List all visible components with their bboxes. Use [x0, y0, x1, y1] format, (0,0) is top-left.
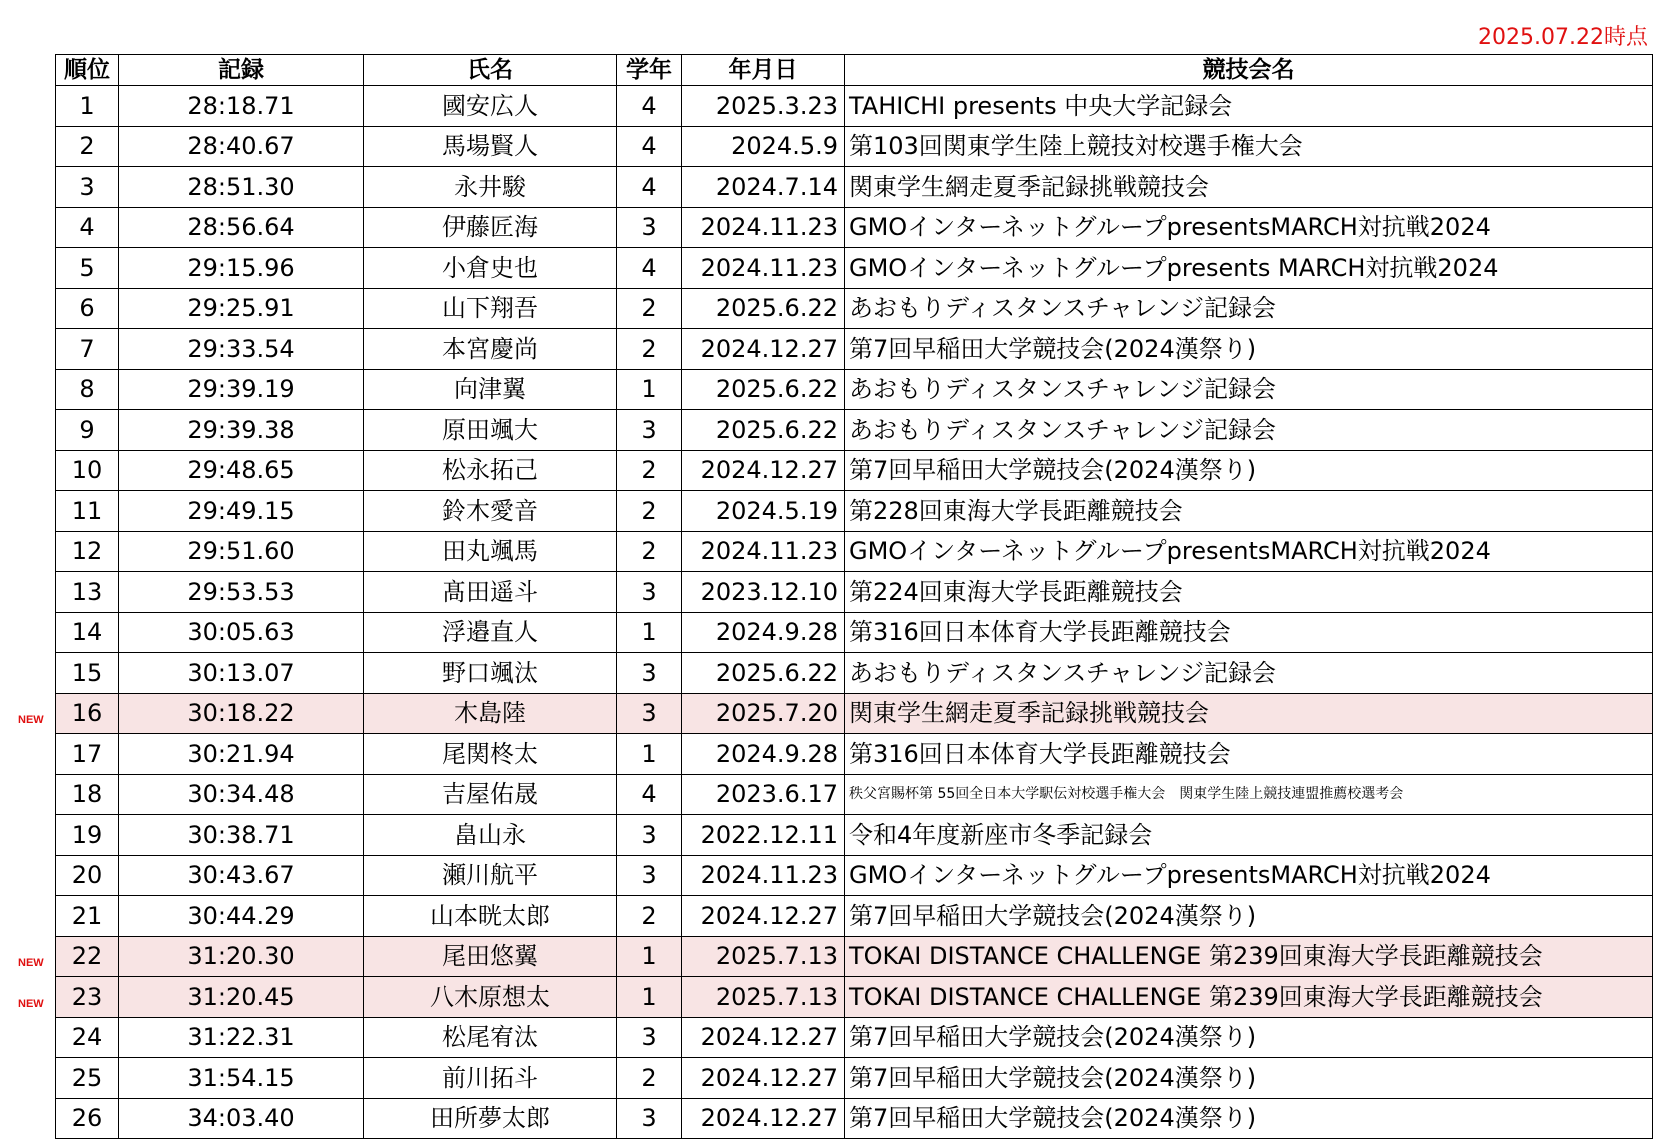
meet-cell: 第7回早稲田大学競技会(2024漢祭り) [845, 1098, 1653, 1139]
table-row [56, 1058, 1653, 1099]
meet-cell: GMOインターネットグループpresents MARCH対抗戦2024 [845, 248, 1653, 289]
table-row [56, 531, 1653, 572]
header-row [56, 55, 1653, 86]
time-cell: 29:39.19 [119, 369, 364, 410]
time-cell: 28:18.71 [119, 86, 364, 127]
time-cell: 29:15.96 [119, 248, 364, 289]
grade-cell: 2 [617, 491, 682, 532]
table-row [56, 855, 1653, 896]
meet-cell: 関東学生網走夏季記録挑戦競技会 [845, 167, 1653, 208]
date-cell: 2024.9.28 [682, 612, 845, 653]
time-cell: 29:33.54 [119, 329, 364, 370]
name-cell: 田所夢太郎 [364, 1098, 617, 1139]
table-row [56, 491, 1653, 532]
meet-cell: 関東学生網走夏季記録挑戦競技会 [845, 693, 1653, 734]
table-row [56, 126, 1653, 167]
table-row [56, 450, 1653, 491]
time-cell: 29:39.38 [119, 410, 364, 451]
name-cell: 尾関柊太 [364, 734, 617, 775]
rank-cell: 2 [56, 126, 119, 167]
name-cell: 山下翔吾 [364, 288, 617, 329]
name-cell: 畠山永 [364, 815, 617, 856]
time-cell: 30:43.67 [119, 855, 364, 896]
rank-cell: 26 [56, 1098, 119, 1139]
table-row [56, 653, 1653, 694]
new-badge: NEW [18, 997, 44, 1010]
ranking-table [55, 54, 1653, 1139]
table-row [56, 288, 1653, 329]
grade-cell: 1 [617, 977, 682, 1018]
meet-cell: GMOインターネットグループpresentsMARCH対抗戦2024 [845, 207, 1653, 248]
grade-cell: 3 [617, 693, 682, 734]
grade-cell: 3 [617, 1017, 682, 1058]
meet-cell: 第103回関東学生陸上競技対校選手権大会 [845, 126, 1653, 167]
meet-cell: 第224回東海大学長距離競技会 [845, 572, 1653, 613]
grade-cell: 4 [617, 248, 682, 289]
time-cell: 30:34.48 [119, 774, 364, 815]
rank-cell: 8 [56, 369, 119, 410]
name-cell: 伊藤匠海 [364, 207, 617, 248]
name-cell: 永井駿 [364, 167, 617, 208]
date-cell: 2025.6.22 [682, 410, 845, 451]
date-cell: 2025.7.13 [682, 977, 845, 1018]
table-row [56, 572, 1653, 613]
date-cell: 2024.11.23 [682, 855, 845, 896]
meet-cell: 第228回東海大学長距離競技会 [845, 491, 1653, 532]
time-cell: 29:25.91 [119, 288, 364, 329]
date-cell: 2023.12.10 [682, 572, 845, 613]
meet-cell: 第7回早稲田大学競技会(2024漢祭り) [845, 1017, 1653, 1058]
time-cell: 28:40.67 [119, 126, 364, 167]
grade-cell: 1 [617, 936, 682, 977]
time-cell: 30:44.29 [119, 896, 364, 937]
date-cell: 2024.12.27 [682, 1017, 845, 1058]
table-row [56, 734, 1653, 775]
time-cell: 30:05.63 [119, 612, 364, 653]
table-row [56, 774, 1653, 815]
rank-cell: 3 [56, 167, 119, 208]
name-cell: 木島陸 [364, 693, 617, 734]
time-cell: 30:38.71 [119, 815, 364, 856]
date-cell: 2024.11.23 [682, 207, 845, 248]
table-row [56, 693, 1653, 734]
grade-cell: 2 [617, 329, 682, 370]
grade-cell: 2 [617, 531, 682, 572]
rank-cell: 13 [56, 572, 119, 613]
date-cell: 2022.12.11 [682, 815, 845, 856]
time-cell: 30:21.94 [119, 734, 364, 775]
meet-cell: あおもりディスタンスチャレンジ記録会 [845, 369, 1653, 410]
grade-cell: 3 [617, 572, 682, 613]
name-cell: 本宮慶尚 [364, 329, 617, 370]
table-row [56, 1017, 1653, 1058]
time-cell: 29:49.15 [119, 491, 364, 532]
name-cell: 髙田遥斗 [364, 572, 617, 613]
table-row [56, 977, 1653, 1018]
table-row [56, 612, 1653, 653]
date-cell: 2024.5.9 [682, 126, 845, 167]
rank-cell: 15 [56, 653, 119, 694]
table-row [56, 86, 1653, 127]
date-cell: 2024.5.19 [682, 491, 845, 532]
time-cell: 28:51.30 [119, 167, 364, 208]
time-cell: 30:18.22 [119, 693, 364, 734]
rank-cell: 1 [56, 86, 119, 127]
grade-cell: 4 [617, 126, 682, 167]
table-row [56, 815, 1653, 856]
meet-cell: 第7回早稲田大学競技会(2024漢祭り) [845, 896, 1653, 937]
table-row [56, 410, 1653, 451]
meet-cell: GMOインターネットグループpresentsMARCH対抗戦2024 [845, 855, 1653, 896]
rank-cell: 4 [56, 207, 119, 248]
name-cell: 原田颯大 [364, 410, 617, 451]
name-cell: 前川拓斗 [364, 1058, 617, 1099]
meet-cell: TOKAI DISTANCE CHALLENGE 第239回東海大学長距離競技会 [845, 936, 1653, 977]
date-cell: 2023.6.17 [682, 774, 845, 815]
header-grade: 学年 [617, 55, 682, 86]
name-cell: 鈴木愛音 [364, 491, 617, 532]
meet-cell: TAHICHI presents 中央大学記録会 [845, 86, 1653, 127]
meet-cell: TOKAI DISTANCE CHALLENGE 第239回東海大学長距離競技会 [845, 977, 1653, 1018]
time-cell: 31:22.31 [119, 1017, 364, 1058]
header-name: 氏名 [364, 55, 617, 86]
date-cell: 2024.12.27 [682, 1098, 845, 1139]
name-cell: 小倉史也 [364, 248, 617, 289]
meet-cell: 第7回早稲田大学競技会(2024漢祭り) [845, 1058, 1653, 1099]
table-body [56, 86, 1653, 1139]
grade-cell: 3 [617, 815, 682, 856]
grade-cell: 2 [617, 288, 682, 329]
date-cell: 2024.12.27 [682, 450, 845, 491]
rank-cell: 20 [56, 855, 119, 896]
meet-cell: 秩父宮賜杯第 55回全日本大学駅伝対校選手権大会 関東学生陸上競技連盟推薦校選考会 [845, 774, 1653, 815]
date-cell: 2024.12.27 [682, 896, 845, 937]
grade-cell: 2 [617, 896, 682, 937]
grade-cell: 1 [617, 612, 682, 653]
meet-cell: あおもりディスタンスチャレンジ記録会 [845, 288, 1653, 329]
meet-cell: 第7回早稲田大学競技会(2024漢祭り) [845, 450, 1653, 491]
table-row [56, 936, 1653, 977]
meet-cell: 令和4年度新座市冬季記録会 [845, 815, 1653, 856]
name-cell: 野口颯汰 [364, 653, 617, 694]
grade-cell: 1 [617, 734, 682, 775]
grade-cell: 3 [617, 653, 682, 694]
time-cell: 29:53.53 [119, 572, 364, 613]
rank-cell: 25 [56, 1058, 119, 1099]
date-cell: 2025.6.22 [682, 653, 845, 694]
table-row [56, 896, 1653, 937]
date-cell: 2024.7.14 [682, 167, 845, 208]
rank-cell: 18 [56, 774, 119, 815]
grade-cell: 3 [617, 410, 682, 451]
rank-cell: 12 [56, 531, 119, 572]
header-rank: 順位 [56, 55, 119, 86]
rank-cell: 6 [56, 288, 119, 329]
meet-cell: あおもりディスタンスチャレンジ記録会 [845, 410, 1653, 451]
rank-cell: 10 [56, 450, 119, 491]
header-date: 年月日 [682, 55, 845, 86]
grade-cell: 4 [617, 167, 682, 208]
meet-cell: 第316回日本体育大学長距離競技会 [845, 612, 1653, 653]
grade-cell: 3 [617, 1098, 682, 1139]
name-cell: 八木原想太 [364, 977, 617, 1018]
time-cell: 28:56.64 [119, 207, 364, 248]
grade-cell: 4 [617, 86, 682, 127]
grade-cell: 2 [617, 450, 682, 491]
rank-cell: 17 [56, 734, 119, 775]
name-cell: 田丸颯馬 [364, 531, 617, 572]
meet-cell: 第7回早稲田大学競技会(2024漢祭り) [845, 329, 1653, 370]
grade-cell: 3 [617, 855, 682, 896]
date-cell: 2025.7.20 [682, 693, 845, 734]
name-cell: 馬場賢人 [364, 126, 617, 167]
time-cell: 31:20.45 [119, 977, 364, 1018]
date-cell: 2025.3.23 [682, 86, 845, 127]
table-row [56, 167, 1653, 208]
date-cell: 2025.6.22 [682, 288, 845, 329]
name-cell: 松尾宥汰 [364, 1017, 617, 1058]
name-cell: 山本晄太郎 [364, 896, 617, 937]
rank-cell: 21 [56, 896, 119, 937]
meet-cell: GMOインターネットグループpresentsMARCH対抗戦2024 [845, 531, 1653, 572]
new-badge: NEW [18, 714, 44, 727]
rank-cell: 5 [56, 248, 119, 289]
date-cell: 2024.11.23 [682, 248, 845, 289]
rank-cell: 11 [56, 491, 119, 532]
rank-cell: 16 [56, 693, 119, 734]
table-row [56, 1098, 1653, 1139]
rank-cell: 24 [56, 1017, 119, 1058]
as-of-date: 2025.07.22時点 [1478, 25, 1648, 50]
rank-cell: 22 [56, 936, 119, 977]
time-cell: 29:48.65 [119, 450, 364, 491]
table-row [56, 207, 1653, 248]
date-cell: 2025.6.22 [682, 369, 845, 410]
rank-cell: 23 [56, 977, 119, 1018]
header-meet: 競技会名 [845, 55, 1653, 86]
name-cell: 國安広人 [364, 86, 617, 127]
time-cell: 30:13.07 [119, 653, 364, 694]
grade-cell: 1 [617, 369, 682, 410]
time-cell: 34:03.40 [119, 1098, 364, 1139]
grade-cell: 4 [617, 774, 682, 815]
table-row [56, 369, 1653, 410]
date-cell: 2024.12.27 [682, 1058, 845, 1099]
name-cell: 尾田悠翼 [364, 936, 617, 977]
name-cell: 瀬川航平 [364, 855, 617, 896]
table-row [56, 329, 1653, 370]
name-cell: 浮邉直人 [364, 612, 617, 653]
rank-cell: 14 [56, 612, 119, 653]
grade-cell: 2 [617, 1058, 682, 1099]
table-row [56, 248, 1653, 289]
time-cell: 31:54.15 [119, 1058, 364, 1099]
meet-cell: 第316回日本体育大学長距離競技会 [845, 734, 1653, 775]
grade-cell: 3 [617, 207, 682, 248]
new-badge: NEW [18, 957, 44, 970]
date-cell: 2024.11.23 [682, 531, 845, 572]
date-cell: 2024.12.27 [682, 329, 845, 370]
meet-cell: あおもりディスタンスチャレンジ記録会 [845, 653, 1653, 694]
header-time: 記録 [119, 55, 364, 86]
rank-cell: 7 [56, 329, 119, 370]
rank-cell: 19 [56, 815, 119, 856]
time-cell: 31:20.30 [119, 936, 364, 977]
date-cell: 2024.9.28 [682, 734, 845, 775]
name-cell: 向津翼 [364, 369, 617, 410]
rank-cell: 9 [56, 410, 119, 451]
time-cell: 29:51.60 [119, 531, 364, 572]
name-cell: 松永拓己 [364, 450, 617, 491]
name-cell: 吉屋佑晟 [364, 774, 617, 815]
date-cell: 2025.7.13 [682, 936, 845, 977]
